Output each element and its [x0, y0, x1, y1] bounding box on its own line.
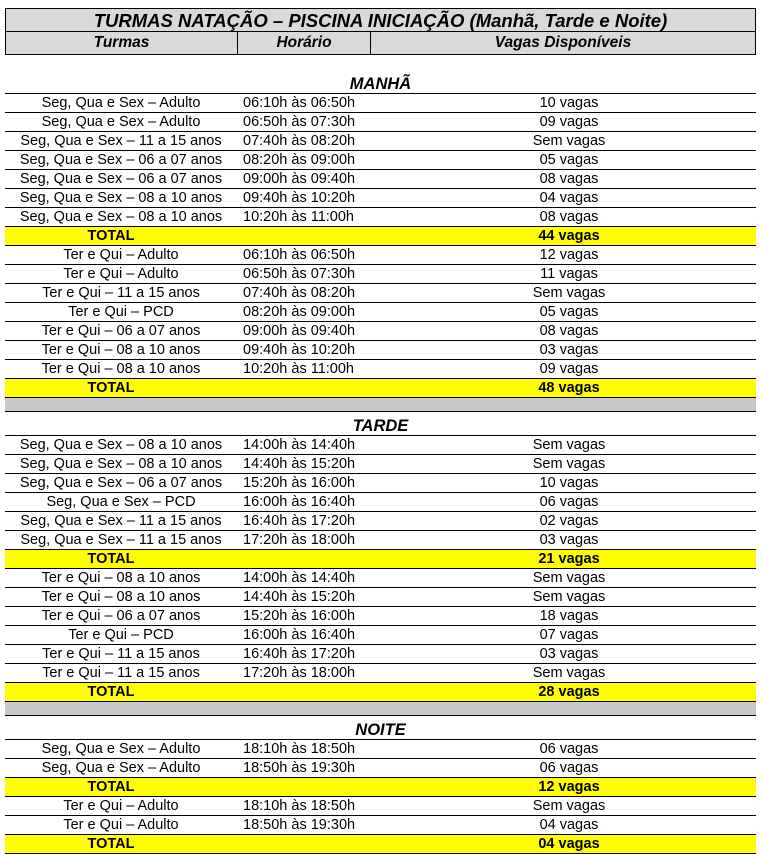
turma-cell: Ter e Qui – 11 a 15 anos — [42, 646, 200, 662]
vagas-cell: 04 vagas — [539, 817, 599, 833]
table-row — [5, 607, 756, 626]
horario-cell: 09:00h às 09:40h — [243, 171, 356, 187]
section-separator — [5, 702, 756, 716]
vagas-cell: Sem vagas — [532, 589, 606, 605]
turma-cell: Seg, Qua e Sex – Adulto — [41, 95, 201, 111]
vagas-cell: Sem vagas — [532, 798, 606, 814]
table-row — [5, 664, 756, 683]
horario-cell: 09:00h às 09:40h — [243, 323, 356, 339]
turma-cell: Seg, Qua e Sex – 08 a 10 anos — [19, 437, 223, 453]
total-label: TOTAL — [87, 228, 135, 244]
vagas-cell: 09 vagas — [539, 114, 599, 130]
total-spacer — [237, 379, 370, 397]
table-row — [5, 493, 756, 512]
table-row — [5, 284, 756, 303]
table-row — [5, 740, 756, 759]
horario-cell: 06:50h às 07:30h — [243, 266, 356, 282]
horario-cell: 18:50h às 19:30h — [243, 817, 356, 833]
horario-cell: 07:40h às 08:20h — [243, 133, 356, 149]
total-value: 48 vagas — [538, 380, 600, 396]
table-row — [5, 246, 756, 265]
total-value: 12 vagas — [538, 779, 600, 795]
column-header-vagas: Vagas Disponíveis — [494, 34, 632, 51]
vagas-cell: 06 vagas — [539, 741, 599, 757]
total-value: 44 vagas — [538, 228, 600, 244]
total-label: TOTAL — [87, 836, 135, 852]
vagas-cell: 03 vagas — [539, 532, 599, 548]
horario-cell: 16:00h às 16:40h — [243, 627, 356, 643]
turma-cell: Ter e Qui – PCD — [68, 627, 174, 643]
vagas-cell: 06 vagas — [539, 760, 599, 776]
vagas-cell: Sem vagas — [532, 133, 606, 149]
vagas-cell: 18 vagas — [539, 608, 599, 624]
total-row — [5, 227, 756, 246]
horario-cell: 17:20h às 18:00h — [243, 665, 356, 681]
total-row — [5, 379, 756, 398]
horario-cell: 10:20h às 11:00h — [243, 209, 354, 225]
total-spacer — [237, 778, 370, 796]
turma-cell: Seg, Qua e Sex – 11 a 15 anos — [20, 133, 222, 149]
vagas-cell: 11 vagas — [540, 266, 598, 282]
vagas-cell: Sem vagas — [532, 456, 606, 472]
vagas-cell: Sem vagas — [532, 570, 606, 586]
horario-cell: 14:40h às 15:20h — [243, 589, 356, 605]
vagas-cell: 08 vagas — [539, 323, 599, 339]
turma-cell: Seg, Qua e Sex – 08 a 10 anos — [19, 456, 223, 472]
vagas-cell: 02 vagas — [539, 513, 599, 529]
vagas-cell: Sem vagas — [532, 437, 606, 453]
horario-cell: 07:40h às 08:20h — [243, 285, 356, 301]
table-row — [5, 512, 756, 531]
turma-cell: Ter e Qui – Adulto — [63, 798, 179, 814]
total-spacer — [237, 835, 370, 853]
vagas-cell: 03 vagas — [539, 646, 599, 662]
table-row — [5, 569, 756, 588]
schedule-sections — [5, 70, 756, 854]
schedule-document — [5, 8, 756, 854]
total-spacer — [237, 683, 370, 701]
total-label: TOTAL — [87, 551, 135, 567]
vagas-cell: 04 vagas — [539, 190, 599, 206]
turma-cell: Ter e Qui – Adulto — [63, 266, 179, 282]
table-row — [5, 531, 756, 550]
horario-cell: 16:40h às 17:20h — [243, 513, 356, 529]
horario-cell: 09:40h às 10:20h — [243, 190, 356, 206]
turma-cell: Ter e Qui – 08 a 10 anos — [41, 342, 201, 358]
vagas-cell: 10 vagas — [539, 475, 599, 491]
turma-cell: Seg, Qua e Sex – 06 a 07 anos — [19, 475, 223, 491]
table-row — [5, 208, 756, 227]
vagas-cell: Sem vagas — [532, 285, 606, 301]
turma-cell: Ter e Qui – 06 a 07 anos — [41, 608, 201, 624]
table-row — [5, 360, 756, 379]
table-row — [5, 113, 756, 132]
table-row — [5, 474, 756, 493]
header-spacer — [5, 55, 756, 70]
column-header-turmas: Turmas — [6, 32, 238, 54]
total-label: TOTAL — [87, 684, 135, 700]
total-value: 04 vagas — [538, 836, 600, 852]
table-row — [5, 94, 756, 113]
total-label: TOTAL — [87, 380, 135, 396]
horario-cell: 16:40h às 17:20h — [243, 646, 356, 662]
total-spacer — [237, 227, 370, 245]
turma-cell: Seg, Qua e Sex – Adulto — [41, 114, 201, 130]
turma-cell: Seg, Qua e Sex – 11 a 15 anos — [20, 513, 222, 529]
vagas-cell: 06 vagas — [539, 494, 599, 510]
horario-cell: 18:10h às 18:50h — [243, 741, 356, 757]
horario-cell: 15:20h às 16:00h — [243, 475, 356, 491]
turma-cell: Ter e Qui – Adulto — [63, 817, 179, 833]
horario-cell: 08:20h às 09:00h — [243, 304, 356, 320]
vagas-cell: 12 vagas — [539, 247, 599, 263]
vagas-cell: 10 vagas — [539, 95, 599, 111]
table-row — [5, 645, 756, 664]
turma-cell: Seg, Qua e Sex – 11 a 15 anos — [20, 532, 222, 548]
vagas-cell: 05 vagas — [539, 152, 599, 168]
turma-cell: Ter e Qui – 11 a 15 anos — [42, 285, 200, 301]
turma-cell: Seg, Qua e Sex – Adulto — [41, 760, 201, 776]
turma-cell: Ter e Qui – 06 a 07 anos — [41, 323, 201, 339]
column-header-horario: Horário — [238, 32, 371, 54]
horario-cell: 14:00h às 14:40h — [243, 570, 356, 586]
table-row — [5, 436, 756, 455]
table-row — [5, 189, 756, 208]
horario-cell: 18:50h às 19:30h — [243, 760, 356, 776]
turma-cell: Ter e Qui – 08 a 10 anos — [41, 589, 201, 605]
total-label: TOTAL — [87, 779, 135, 795]
document-title: TURMAS NATAÇÃO – PISCINA INICIAÇÃO (Manhã, Tarde e Noite) — [5, 8, 756, 32]
table-row — [5, 816, 756, 835]
table-row — [5, 341, 756, 360]
vagas-cell: 08 vagas — [539, 171, 599, 187]
horario-cell: 16:00h às 16:40h — [243, 494, 356, 510]
table-row — [5, 455, 756, 474]
section-title: TARDE — [5, 412, 756, 436]
horario-cell: 08:20h às 09:00h — [243, 152, 356, 168]
turma-cell: Ter e Qui – 11 a 15 anos — [42, 665, 200, 681]
table-row — [5, 588, 756, 607]
vagas-cell: Sem vagas — [532, 665, 606, 681]
table-row — [5, 303, 756, 322]
horario-cell: 06:10h às 06:50h — [243, 247, 356, 263]
total-spacer — [237, 550, 370, 568]
total-value: 21 vagas — [538, 551, 600, 567]
turma-cell: Ter e Qui – PCD — [68, 304, 174, 320]
total-row — [5, 835, 756, 854]
table-row — [5, 322, 756, 341]
total-row — [5, 550, 756, 569]
total-value: 28 vagas — [538, 684, 600, 700]
horario-cell: 15:20h às 16:00h — [243, 608, 356, 624]
table-row — [5, 759, 756, 778]
horario-cell: 14:00h às 14:40h — [243, 437, 356, 453]
table-row — [5, 170, 756, 189]
vagas-cell: 07 vagas — [539, 627, 599, 643]
turma-cell: Ter e Qui – Adulto — [63, 247, 179, 263]
section-separator — [5, 398, 756, 412]
turma-cell: Seg, Qua e Sex – 08 a 10 anos — [19, 190, 223, 206]
horario-cell: 18:10h às 18:50h — [243, 798, 356, 814]
horario-cell: 10:20h às 11:00h — [243, 361, 354, 377]
table-row — [5, 626, 756, 645]
vagas-cell: 08 vagas — [539, 209, 599, 225]
turma-cell: Seg, Qua e Sex – 06 a 07 anos — [19, 171, 223, 187]
vagas-cell: 03 vagas — [539, 342, 599, 358]
turma-cell: Ter e Qui – 08 a 10 anos — [41, 361, 201, 377]
turma-cell: Ter e Qui – 08 a 10 anos — [41, 570, 201, 586]
turma-cell: Seg, Qua e Sex – 06 a 07 anos — [19, 152, 223, 168]
vagas-cell: 09 vagas — [539, 361, 599, 377]
horario-cell: 06:50h às 07:30h — [243, 114, 356, 130]
turma-cell: Seg, Qua e Sex – Adulto — [41, 741, 201, 757]
section-title: MANHÃ — [5, 70, 756, 94]
horario-cell: 09:40h às 10:20h — [243, 342, 356, 358]
total-row — [5, 778, 756, 797]
total-row — [5, 683, 756, 702]
vagas-cell: 05 vagas — [539, 304, 599, 320]
horario-cell: 14:40h às 15:20h — [243, 456, 356, 472]
table-row — [5, 132, 756, 151]
table-row — [5, 151, 756, 170]
column-header-row — [5, 32, 756, 55]
turma-cell: Seg, Qua e Sex – PCD — [46, 494, 196, 510]
horario-cell: 06:10h às 06:50h — [243, 95, 356, 111]
table-row — [5, 265, 756, 284]
horario-cell: 17:20h às 18:00h — [243, 532, 356, 548]
turma-cell: Seg, Qua e Sex – 08 a 10 anos — [19, 209, 223, 225]
section-title: NOITE — [5, 716, 756, 740]
table-row — [5, 797, 756, 816]
